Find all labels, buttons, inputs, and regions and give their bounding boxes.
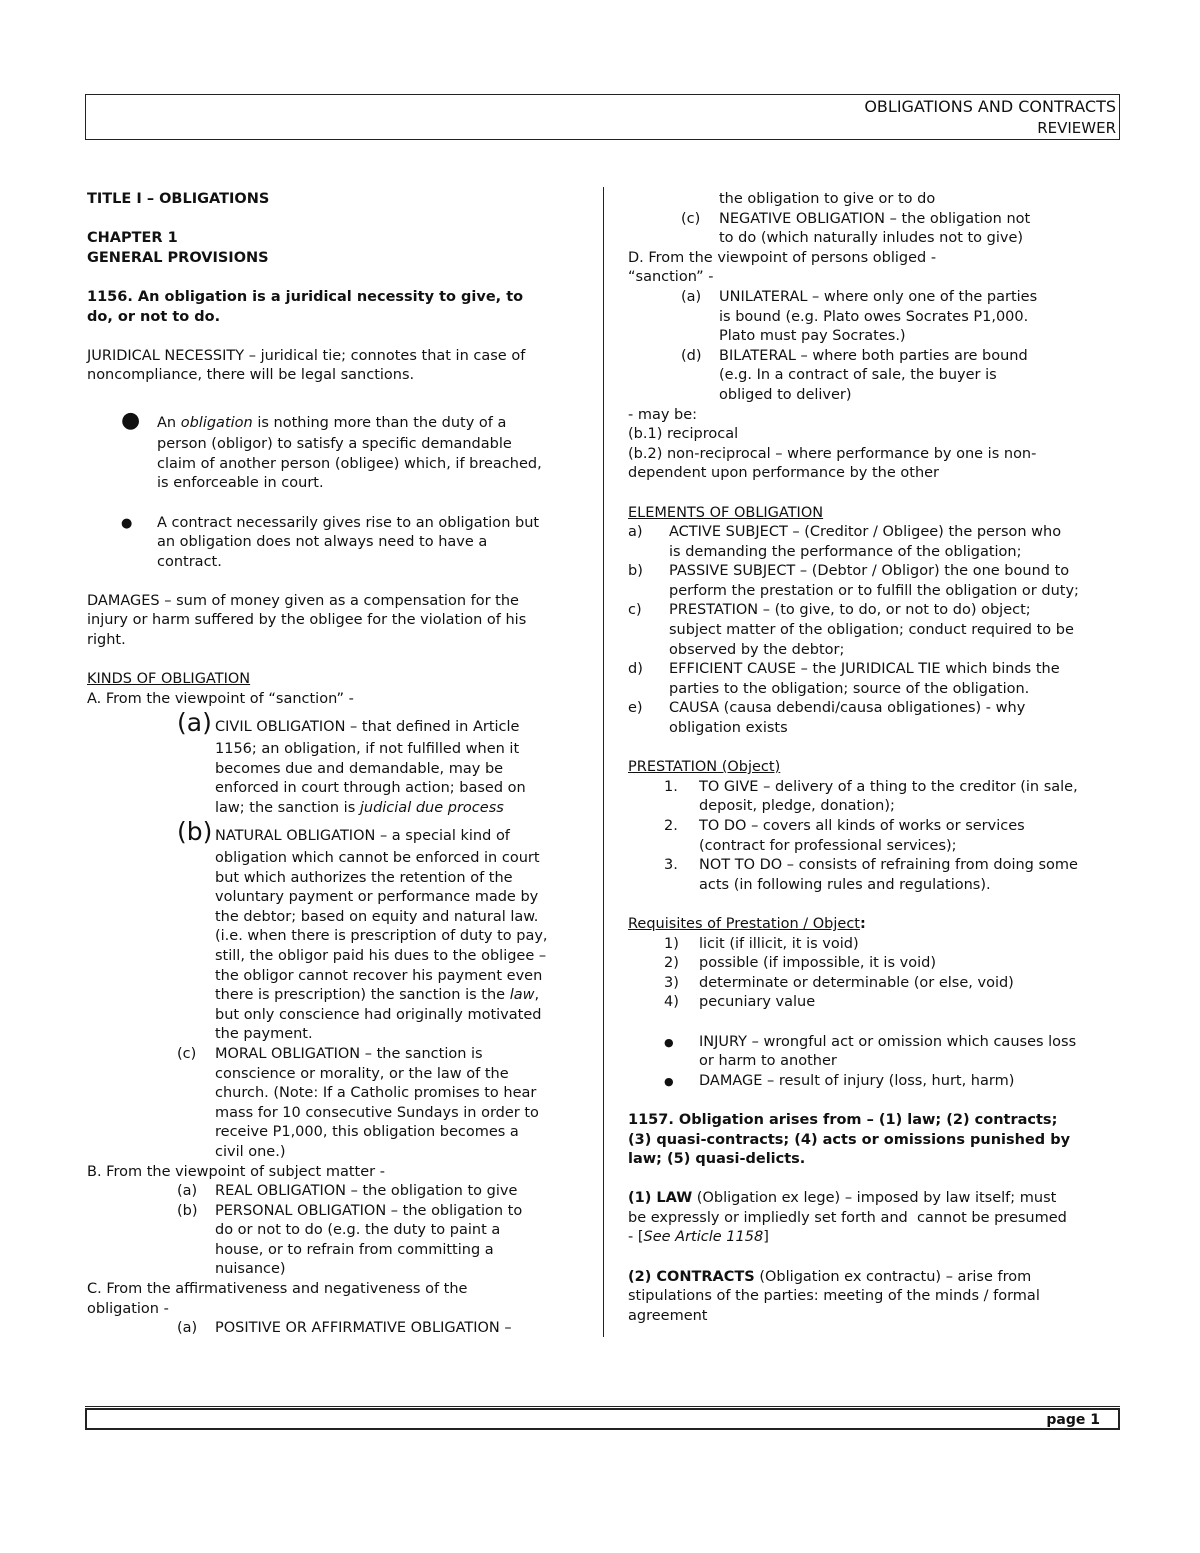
kinds-d: D. From the viewpoint of persons obliged - <box>628 249 937 266</box>
list-marker: 4) <box>664 994 679 1011</box>
list-marker: (a) <box>177 708 212 738</box>
natural-obligation: (b) NATURAL OBLIGATION – a special kind of obligation which cannot be enforced in court but which authorizes the retention of the voluntary payment or performance made by the debtor; based on equity and natural law. (i.e. when there is prescription of duty to pay, still, the obligor paid his dues to the obligee – the obligor cannot recover his payment even there is prescription) the sanction is the law, but only conscience had originally motivated the payment. <box>177 817 548 1043</box>
elements-heading: ELEMENTS OF OBLIGATION <box>628 504 824 521</box>
chapter-name: GENERAL PROVISIONS <box>87 249 269 266</box>
damages-definition: DAMAGES – sum of money given as a compensation for the <box>87 592 519 609</box>
list-item: e) CAUSA (causa debendi/causa obligationes) - why obligation exists <box>628 700 1026 737</box>
chapter-heading: CHAPTER 1 <box>87 230 178 247</box>
list-marker: (a) <box>177 1183 198 1200</box>
contracts-source: (2) CONTRACTS (Obligation ex contractu) – arise from <box>628 1268 1032 1285</box>
list-item: 1) licit (if illicit, it is void) <box>664 935 1128 955</box>
list-marker: (c) <box>177 1045 197 1062</box>
list-item: d) EFFICIENT CAUSE – the JURIDICAL TIE which binds the parties to the obligation; source of the obligation. <box>628 661 1060 697</box>
page-header <box>85 94 1120 140</box>
list-item: b) PASSIVE SUBJECT – (Debtor / Obligor) the one bound to perform the prestation or to fulfill the obligation or duty; <box>628 563 1079 599</box>
list-marker: c) <box>628 602 642 619</box>
list-item: 2) possible (if impossible, it is void) <box>664 954 1128 974</box>
list-item: ● A contract necessarily gives rise to an obligation but an obligation does not always need to have a contract. <box>121 514 540 570</box>
list-marker: (a) <box>681 288 702 305</box>
law-source: (1) LAW (Obligation ex lege) – imposed by law itself; must <box>628 1190 1057 1207</box>
left-column: TITLE I – OBLIGATIONS CHAPTER 1 GENERAL PROVISIONS 1156. An obligation is a juridical necessity to give, to do, or not to do. JURIDICAL NECESSITY – juridical tie; connotes that in case of noncompliance, there will be legal sanctions. ● An obligation is nothing more than the duty of a person (obligor) to satisfy a specific demandable claim of another person (obligee) which, if breached, is enforceable in court. ● A contract necessarily gives rise to an obligation but an obligation does not always need to have a contract. DAMAGES – sum of money given as a compensation for the injury or harm suffered by the obligee for the violation of his right. KINDS OF OBLIGATION A. From the viewpoint of “sanction” - (a) CIVIL OBLIGATION – that defined in Article 1156; an obligation, if not fulfilled when it becomes due and demandable, may be enforced in court through action; based on law; the sanction is judicial due process (b) NATURAL OBLIGATION – a special kind of obligation which cannot be enforced in court but which authorizes the retention of the voluntary payment or performance made by the debtor; based on equity and natural law. (i.e. when there is prescription of duty to pay, still, the obligor paid his dues to the obligee – the obligor cannot recover his payment even there is prescription) the sanction is the law, but only conscience had originally motivated the payment. (c) MORAL OBLIGATION – the sanction is conscience or morality, or the law of the church. (Note: If a Catholic promises to hear mass for 10 consecutive Sundays in order to receive P1,000, this obligation becomes a civil one.) B. From the viewpoint of subject matter - (a) REAL OBLIGATION – the obligation to give (b) PERSONAL OBLIGATION – the obligation to do or not to do (e.g. the duty to paint a house, or to refrain from committing a nuisance) C. From the affirmativeness and negativeness of the obligation - (a) POSITIVE OR AFFIRMATIVE OBLIGATION – <box>87 190 587 1339</box>
prestation-list <box>628 778 1128 896</box>
list-item: 4) pecuniary value <box>664 993 1128 1013</box>
list-item: 3) determinate or determinable (or else, void) <box>664 974 1128 994</box>
list-marker: (c) <box>681 210 701 227</box>
list-marker: d) <box>628 661 643 678</box>
list-marker: (d) <box>681 347 702 364</box>
requisites-heading: Requisites of Prestation / Object: <box>628 915 866 932</box>
negative-obligation: (c) NEGATIVE OBLIGATION – the obligation not to do (which naturally inludes not to give) <box>681 210 1031 247</box>
list-marker: (b) <box>177 1202 198 1219</box>
article-1156: do, or not to do. <box>87 308 221 325</box>
list-marker: 1) <box>664 935 679 952</box>
juridical-necessity: JURIDICAL NECESSITY – juridical tie; connotes that in case of <box>87 347 526 364</box>
bullet-icon: ● <box>121 515 133 531</box>
list-item: ● An obligation is nothing more than the duty of a person (obligor) to satisfy a specific demandable claim of another person (obligee) which, if breached, is enforceable in court. <box>121 407 542 492</box>
positive-obligation: (a) POSITIVE OR AFFIRMATIVE OBLIGATION – <box>87 1319 587 1339</box>
list-marker: 1. <box>664 778 678 795</box>
article-1156: 1156. An obligation is a juridical necessity to give, to <box>87 288 524 305</box>
header-title: OBLIGATIONS AND CONTRACTS <box>864 97 1116 116</box>
damage-definition: ● DAMAGE – result of injury (loss, hurt, harm) <box>628 1072 1128 1092</box>
right-column: the obligation to give or to do (c) NEGATIVE OBLIGATION – the obligation not to do (which naturally inludes not to give) D. From the viewpoint of persons obliged - “sanction” - (a) UNILATERAL – where only one of the parties is bound (e.g. Plato owes Socrates P1,000. Plato must pay Socrates.) (d) BILATERAL – where both parties are bound (e.g. In a contract of sale, the buyer is obliged to deliver) - may be: (b.1) reciprocal (b.2) non-reciprocal – where performance by one is non- dependent upon performance by the other ELEMENTS OF OBLIGATION a) ACTIVE SUBJECT – (Creditor / Obligee) the person who is demanding the performance of the obligation; b) PASSIVE SUBJECT – (Debtor / Obligor) the one bound to perform the prestation or to fulfill the obligation or duty; c) PRESTATION – (to give, to do, or not to do) object; subject matter of the obligation; conduct required to be observed by the debtor; d) EFFICIENT CAUSE – the JURIDICAL TIE which binds the parties to the obligation; source of the obligation. e) CAUSA (causa debendi/causa obligationes) - why obligation exists PRESTATION (Object) 1. TO GIVE – delivery of a thing to the creditor (in sale, deposit, pledge, donation); 2. TO DO – covers all kinds of works or services (contract for professional services); 3. NOT TO DO – consists of refraining from doing some acts (in following rules and regulations). Requisites of Prestation / Object: 1) licit (if illicit, it is void) 2) possible (if impossible, it is void) 3) determinate or determinable (or else, void) 4) pecuniary value ● INJURY – wrongful act or omission which causes loss or harm to another ● DAMAGE – result of injury (loss, hurt, harm) 1157. Obligation arises from – (1) law; (2) contracts; (3) quasi-contracts; (4) acts or omissions punished by law; (5) quasi-delicts. (1) LAW (Obligation ex lege) – imposed by law itself; must be expressly or impliedly set forth and cannot be presumed - [See Article 1158] (2) CONTRACTS (Obligation ex contractu) – arise from stipulations of the parties: meeting of the minds / formal agreement <box>628 190 1128 1326</box>
list-item: c) PRESTATION – (to give, to do, or not to do) object; subject matter of the obligation; conduct required to be observed by the debtor; <box>628 602 1074 658</box>
list-marker: e) <box>628 700 643 717</box>
injury-definition: ● INJURY – wrongful act or omission which causes loss or harm to another <box>664 1033 1077 1070</box>
bullet-icon: ● <box>664 1074 674 1088</box>
kinds-a: A. From the viewpoint of “sanction” - <box>87 690 354 707</box>
list-marker: 2. <box>664 818 678 834</box>
list-item: 2. TO DO – covers all kinds of works or services (contract for professional services); <box>664 818 1025 854</box>
moral-obligation: (c) MORAL OBLIGATION – the sanction is conscience or morality, or the law of the church. (Note: If a Catholic promises to hear mass for 10 consecutive Sundays in order to receive P1,000, this obligation becomes a civil one.) <box>177 1045 539 1160</box>
prestation-heading: PRESTATION (Object) <box>628 759 781 776</box>
article-1157: 1157. Obligation arises from – (1) law; (2) contracts; <box>628 1111 1058 1128</box>
elements-list <box>628 523 1128 739</box>
bullet-icon: ● <box>664 1035 674 1049</box>
column-divider <box>603 187 604 1337</box>
title-heading: TITLE I – OBLIGATIONS <box>87 191 270 207</box>
kinds-b: B. From the viewpoint of subject matter - <box>87 1163 385 1180</box>
juridical-necessity: noncompliance, there will be legal sanctions. <box>87 367 415 384</box>
list-item: 1. TO GIVE – delivery of a thing to the creditor (in sale, deposit, pledge, donation); <box>664 778 1078 815</box>
real-obligation: (a) REAL OBLIGATION – the obligation to give <box>87 1182 587 1202</box>
kinds-heading: KINDS OF OBLIGATION <box>87 671 251 688</box>
bullet-icon: ● <box>121 407 141 433</box>
list-item: a) ACTIVE SUBJECT – (Creditor / Obligee) the person who is demanding the performance of the obligation; <box>628 524 1062 560</box>
list-marker: 2) <box>664 955 679 972</box>
header-subtitle: REVIEWER <box>1037 119 1116 137</box>
list-marker: (a) <box>177 1320 198 1337</box>
list-marker: 3) <box>664 974 679 991</box>
page-number: page 1 <box>1046 1412 1100 1428</box>
list-item: 3. NOT TO DO – consists of refraining from doing some acts (in following rules and regulations). <box>664 857 1078 893</box>
civil-obligation: (a) CIVIL OBLIGATION – that defined in Article 1156; an obligation, if not fulfilled when it becomes due and demandable, may be enforced in court through action; based on law; the sanction is judicial due process <box>177 708 526 816</box>
requisites-list <box>628 935 1128 1013</box>
bilateral-obligation: (d) BILATERAL – where both parties are bound (e.g. In a contract of sale, the buyer is obliged to deliver) <box>681 347 1028 403</box>
page-footer <box>85 1408 1120 1430</box>
may-be: - may be: <box>628 406 698 423</box>
unilateral-obligation: (a) UNILATERAL – where only one of the parties is bound (e.g. Plato owes Socrates P1,000. Plato must pay Socrates.) <box>681 288 1038 345</box>
list-marker: a) <box>628 524 643 541</box>
list-marker: (b) <box>177 817 213 847</box>
positive-obligation-cont: the obligation to give or to do <box>719 191 936 207</box>
personal-obligation: (b) PERSONAL OBLIGATION – the obligation to do or not to do (e.g. the duty to paint a house, or to refrain from committing a nuisance) <box>177 1202 523 1278</box>
kinds-c: C. From the affirmativeness and negativeness of the <box>87 1281 468 1298</box>
list-marker: b) <box>628 563 643 580</box>
list-marker: 3. <box>664 857 678 874</box>
